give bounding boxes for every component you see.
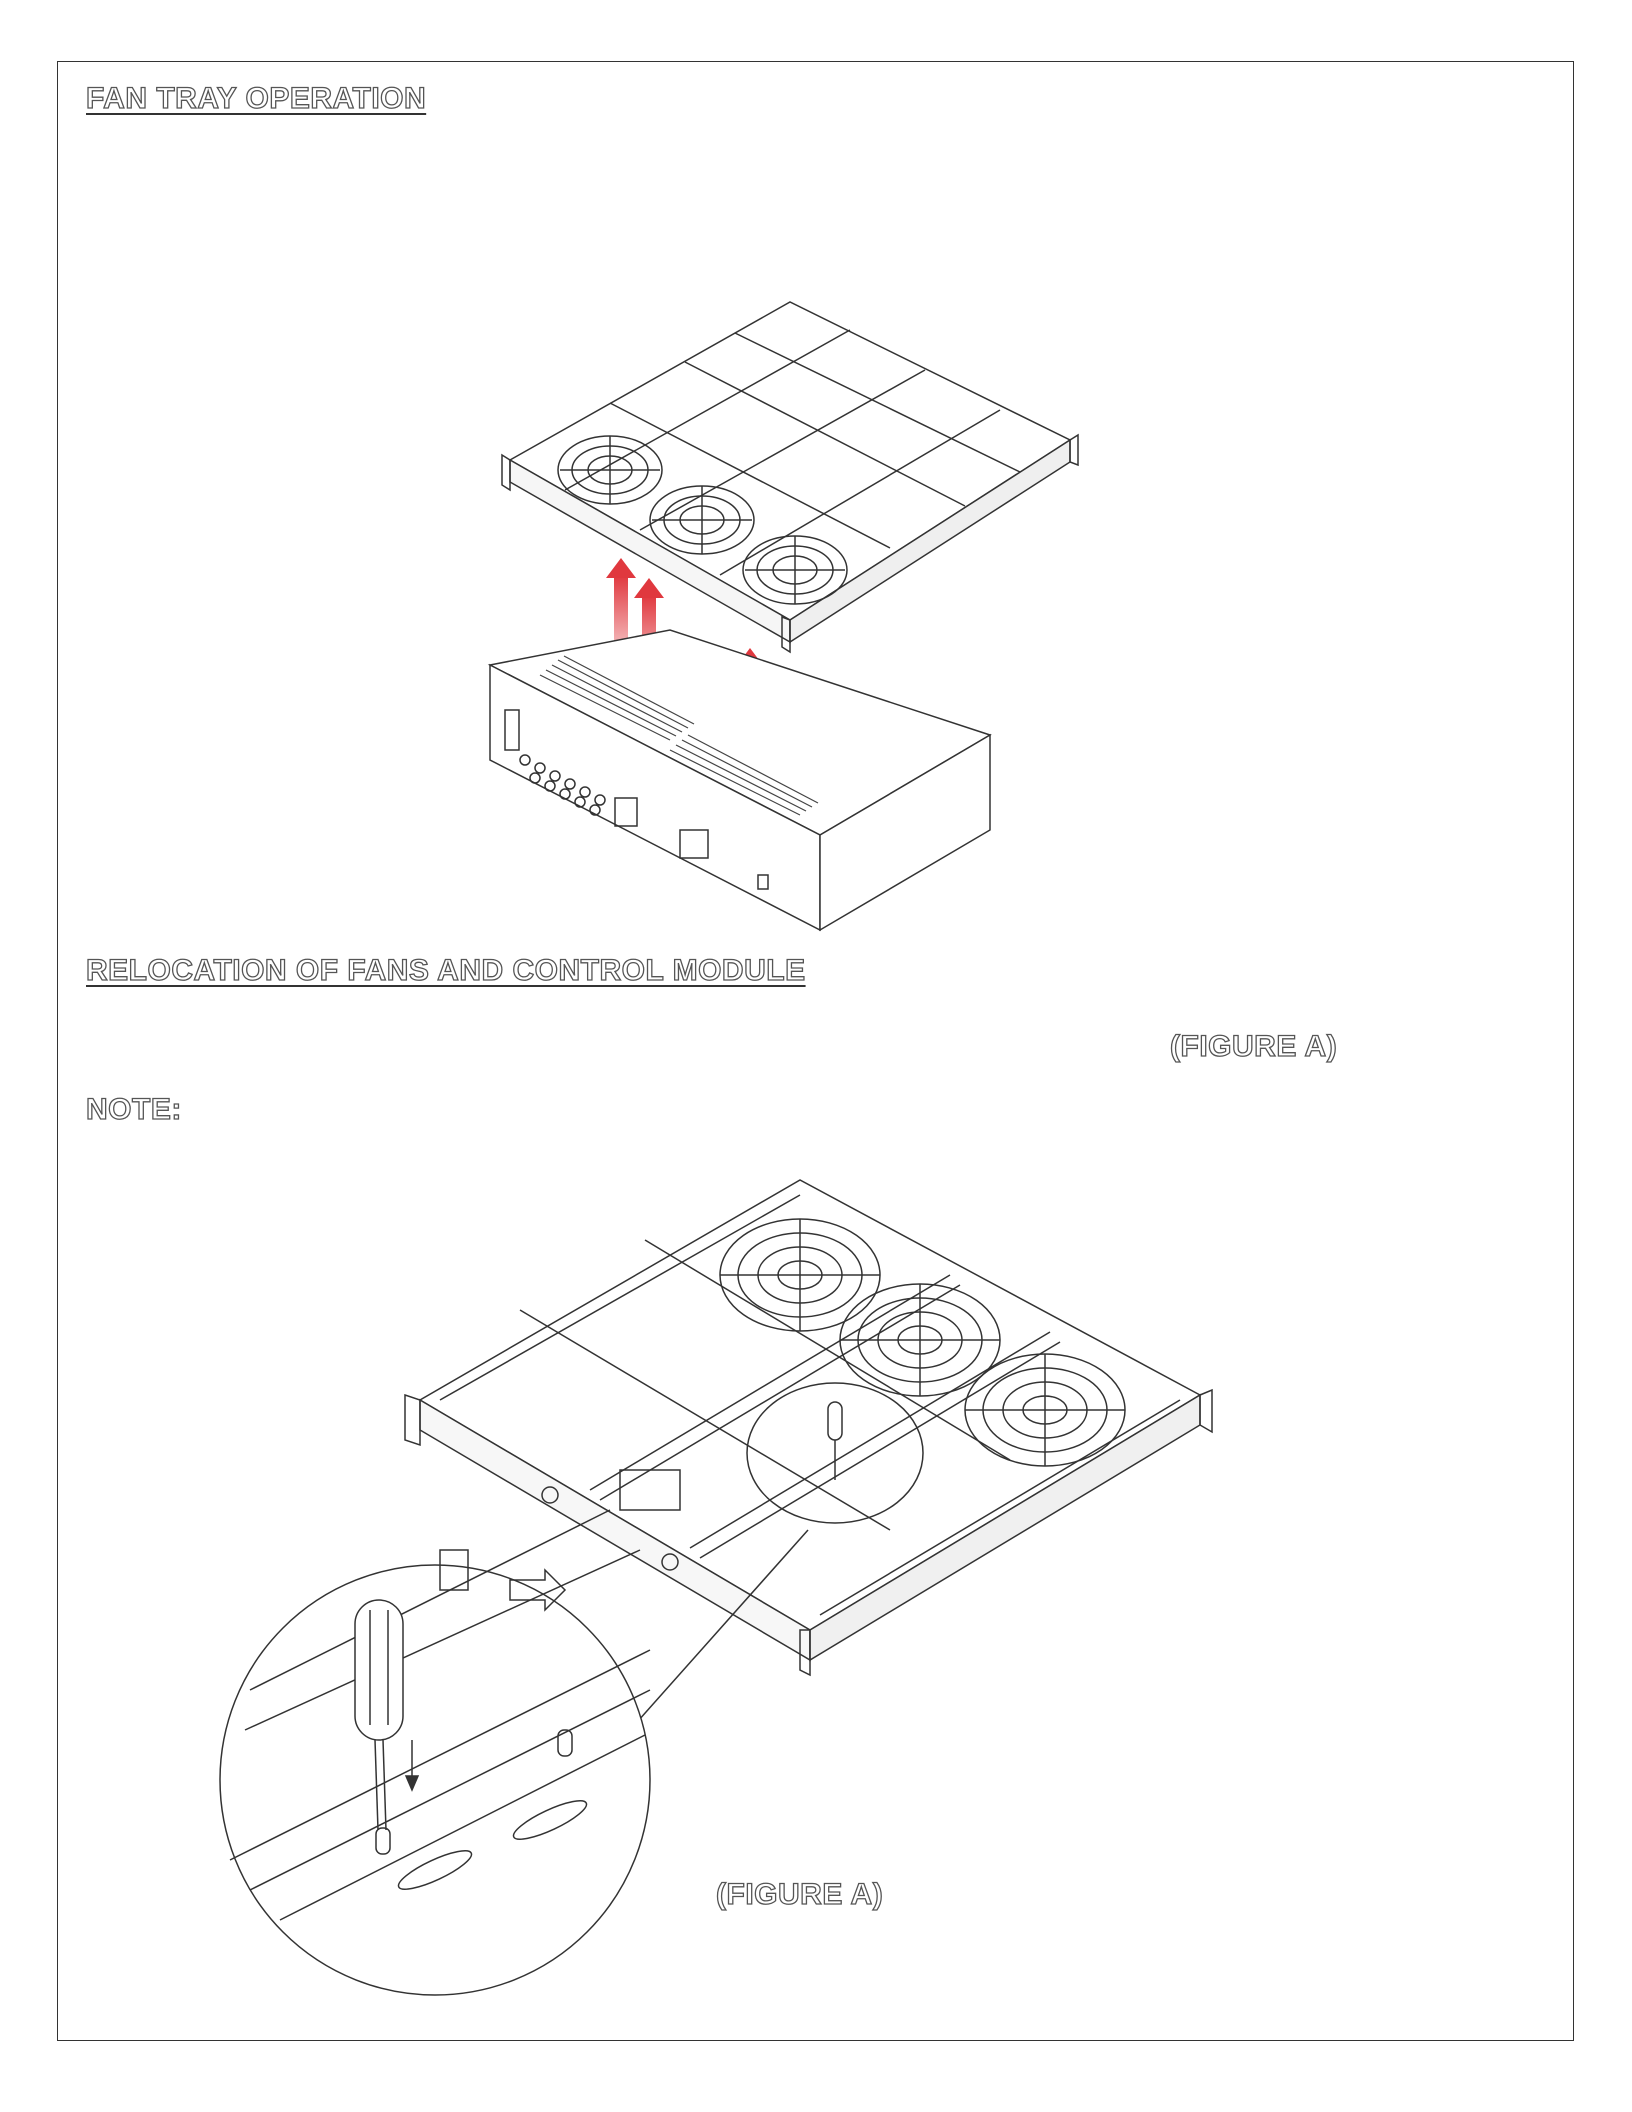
figure-caption-top: (FIGURE A)	[1170, 1030, 1338, 1063]
figure-fan-relocation	[190, 1170, 1230, 1940]
section-heading-relocation: RELOCATION OF FANS AND CONTROL MODULE	[86, 954, 806, 987]
fan-2	[650, 486, 754, 554]
figure-caption-bottom: (FIGURE A)	[716, 1878, 884, 1911]
fan-b	[840, 1284, 1000, 1396]
fan-3	[743, 536, 847, 604]
magnified-detail	[220, 1510, 650, 1995]
fan-tray-plate	[502, 302, 1078, 652]
figure-fan-tray-removal	[480, 290, 1100, 950]
fan-c	[965, 1354, 1125, 1466]
amplifier-chassis	[490, 630, 990, 930]
note-label: NOTE:	[86, 1093, 182, 1126]
section-heading-fan-tray-operation: FAN TRAY OPERATION	[86, 82, 427, 115]
fan-a	[720, 1219, 880, 1331]
fan-1	[558, 436, 662, 504]
